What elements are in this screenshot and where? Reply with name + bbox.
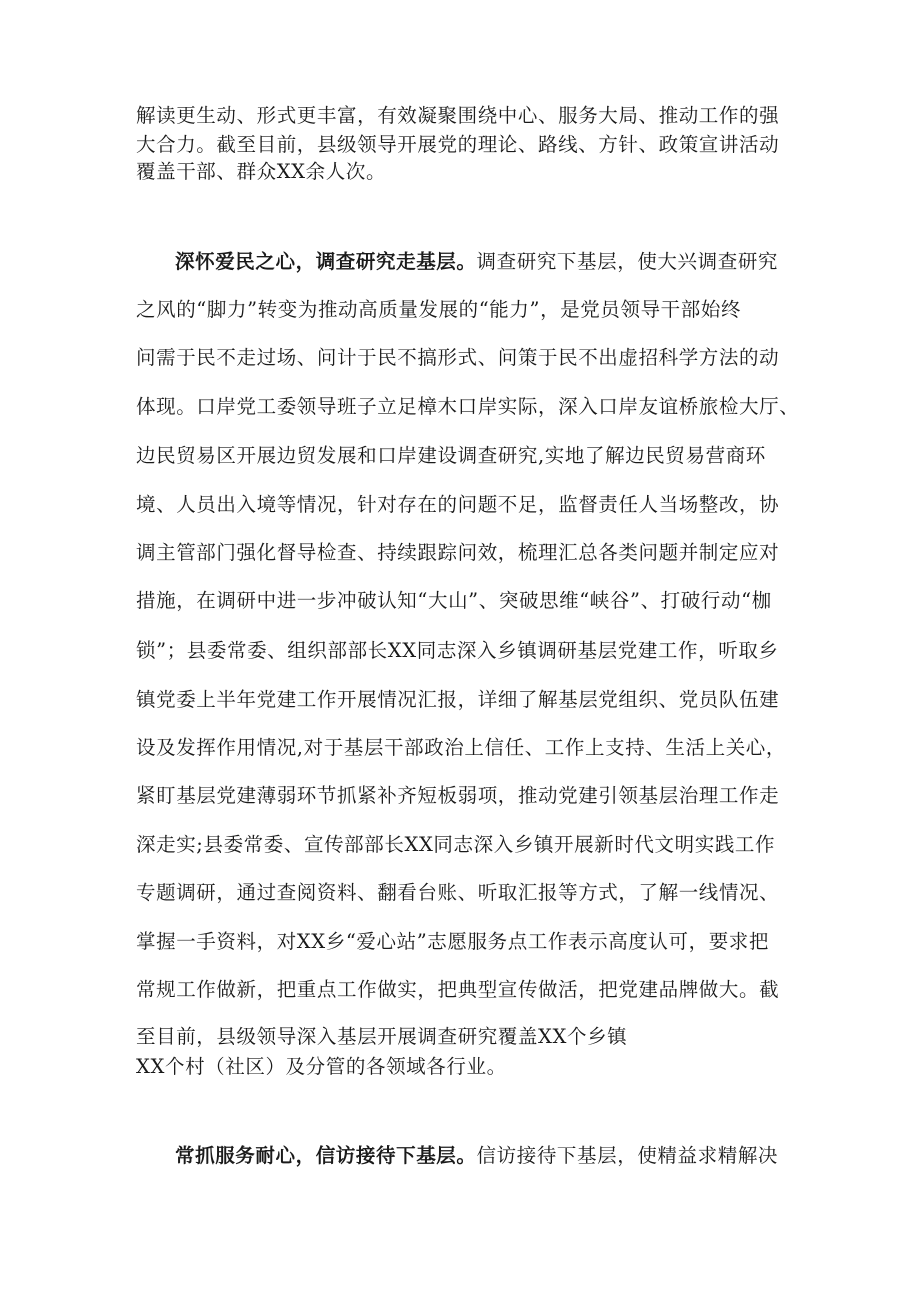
section-heading: 深怀爱民之心，调查研究走基层。 — [175, 250, 477, 273]
paragraph-line: 至目前，县级领导深入基层开展调查研究覆盖XX个乡镇 — [136, 1025, 628, 1048]
paragraph-text: 信访接待下基层，使精益求精解决 — [476, 1144, 779, 1167]
section-heading: 常抓服务耐心，信访接待下基层。 — [175, 1144, 477, 1167]
paragraph-line: 深走实;县委常委、宣传部部长XX同志深入乡镇开展新时代文明实践工作 — [136, 833, 776, 856]
paragraph-line: 设及发挥作用情况,对于基层干部政治上信任、工作上支持、生活上关心， — [136, 736, 786, 759]
paragraph-line: XX个村（社区）及分管的各领域各行业。 — [136, 1055, 507, 1078]
paragraph-line: 镇党委上半年党建工作开展情况汇报，详细了解基层党组织、党员队伍建 — [136, 688, 780, 711]
paragraph-line: 调主管部门强化督导检查、持续跟踪问效，梳理汇总各类问题并制定应对 — [136, 541, 780, 564]
paragraph-line: 之风的“脚力”转变为推动高质量发展的“能力”，是党员领导干部始终 — [136, 298, 742, 321]
paragraph-first-line — [175, 1142, 778, 1170]
paragraph-line: 问需于民不走过场、问计于民不搞形式、问策于民不出虚招科学方法的动 — [136, 346, 780, 369]
paragraph-line: 紧盯基层党建薄弱环节抓紧补齐短板弱项，推动党建引领基层治理工作走 — [136, 784, 780, 807]
paragraph-line: 边民贸易区开展边贸发展和口岸建设调查研究,实地了解边民贸易营商环 — [136, 444, 766, 467]
paragraph-line: 专题调研，通过查阅资料、翻看台账、听取汇报等方式，了解一线情况、 — [136, 881, 780, 904]
paragraph-line: 体现。口岸党工委领导班子立足樟木口岸实际，深入口岸友谊桥旅检大厅、 — [136, 395, 800, 418]
paragraph-line: 掌握一手资料，对XX乡“爱心站”志愿服务点工作表示高度认可，要求把 — [136, 930, 770, 953]
paragraph-text: 调查研究下基层，使大兴调查研究 — [476, 250, 779, 273]
paragraph-line: 境、人员出入境等情况，针对存在的问题不足，监督责任人当场整改，协 — [136, 493, 780, 516]
paragraph-line: 大合力。截至目前，县级领导开展党的理论、路线、方针、政策宣讲活动 — [136, 133, 780, 156]
paragraph-line: 常规工作做新，把重点工作做实，把典型宣传做活，把党建品牌做大。截 — [136, 978, 780, 1001]
paragraph-line: 锁”；县委常委、组织部部长XX同志深入乡镇调研基层党建工作，听取乡 — [136, 639, 779, 662]
paragraph-first-line — [175, 248, 778, 276]
paragraph-line: 解读更生动、形式更丰富，有效凝聚围绕中心、服务大局、推动工作的强 — [136, 104, 780, 127]
paragraph-line: 覆盖干部、群众XX余人次。 — [136, 160, 387, 183]
paragraph-line: 措施，在调研中进一步冲破认知“大山”、突破思维“峡谷”、打破行动“枷 — [136, 589, 772, 612]
